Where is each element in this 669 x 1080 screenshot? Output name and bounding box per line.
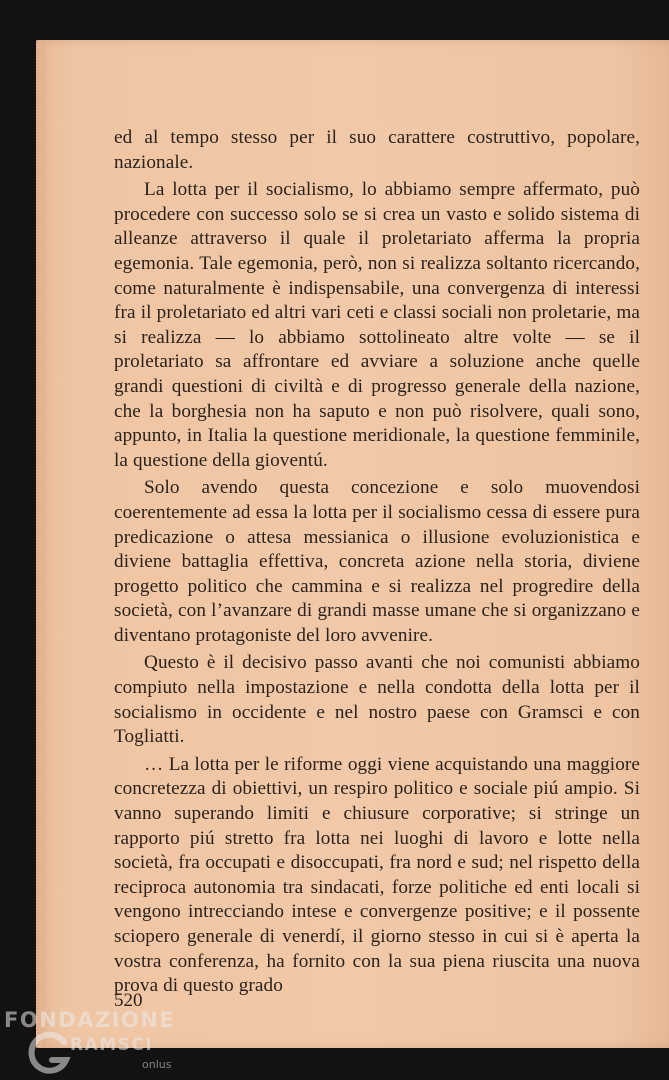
page-edge — [36, 40, 42, 1048]
gramsci-g-icon — [26, 1030, 72, 1076]
page-number: 520 — [114, 990, 143, 1011]
watermark-line2: RAMSCI — [70, 1035, 154, 1055]
watermark-suffix: onlus — [142, 1058, 172, 1071]
watermark-line1: FONDAZIONE — [4, 1008, 176, 1032]
paragraph: ed al tempo stesso per il suo carattere costruttivo, popolare, nazionale. — [114, 127, 640, 173]
paragraph: … La lotta per le riforme oggi viene acquistando una maggiore concretezza di obiettivi, un respiro politico e sociale piú ampio. Si vanno superando limiti e chiusure corporative; si stringe un rapporto piú stretto fra lotta nei luoghi di lavoro e lotte nella società, fra occupati e disoccupati, fra nord e sud; nel rispetto della reciproca autonomia tra sindacati, forze politiche ed enti locali si vengono intrecciando intese e convergenze positive; e il possente sciopero generale di venerdí, il giorno stesso in cui si è aperta la vostra conferenza, ha fornito con la sua piena riuscita una nuova prova di questo grado — [114, 753, 640, 997]
page-text — [114, 126, 640, 999]
paragraph: Solo avendo questa concezione e solo muovendosi coerentemente ad essa la lotta per il socialismo cessa di essere pura predicazione o attesa messianica o illusione evoluzionistica e diviene battaglia effettiva, concreta azione nella storia, diviene progetto politico che cammina e si realizza nel progredire della società, con l’avanzare di grandi masse umane che si organizzano e diventano protagoniste del loro avvenire. — [114, 477, 640, 646]
paragraph: Questo è il decisivo passo avanti che noi comunisti abbiamo compiuto nella impostazione e nella condotta della lotta per il socialismo in occidente e nel nostro paese con Gramsci e con Togliatti. — [114, 652, 640, 748]
watermark-logo — [4, 1004, 174, 1076]
paragraph: La lotta per il socialismo, lo abbiamo sempre affermato, può procedere con successo solo se si crea un vasto e solido sistema di alleanze attraverso il quale il proletariato afferma la propria egemonia. Tale egemonia, però, non si realizza soltanto ricercando, come naturalmente è indispensabile, una convergenza di interessi fra il proletariato ed altri vari ceti e classi sociali non proletarie, ma si realizza — lo abbiamo sottolineato altre volte — se il proletariato sa affrontare ed avviare a soluzione anche quelle grandi questioni di civiltà e di progresso generale della nazione, che la borghesia non ha saputo e non può risolvere, quali sono, appunto, in Italia la questione meridionale, la questione femminile, la questione della gioventú. — [114, 179, 640, 471]
